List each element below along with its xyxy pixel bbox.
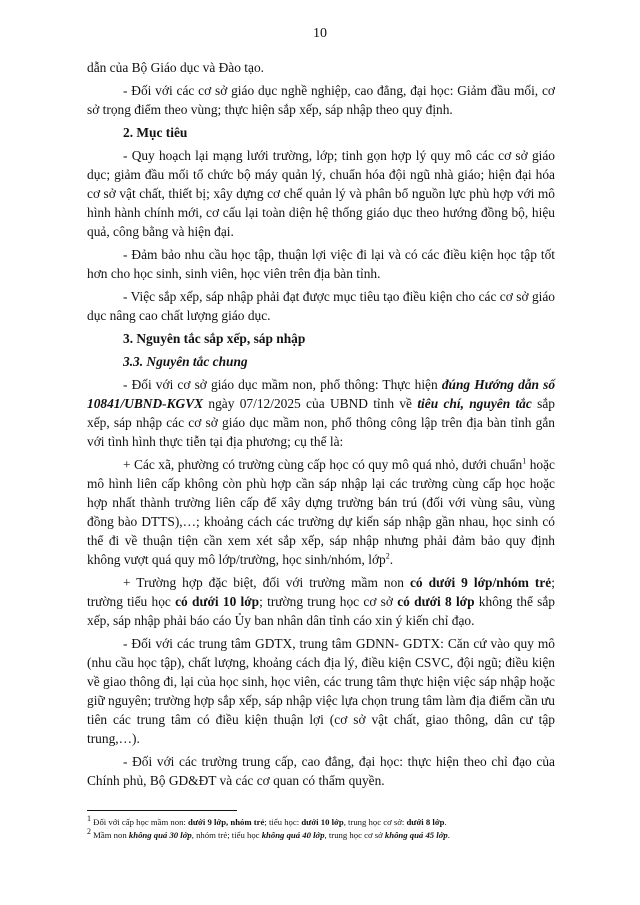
text-run: , nhóm trẻ; tiểu học xyxy=(191,830,262,840)
footnote-emphasis: không quá 40 lớp xyxy=(261,830,325,840)
paragraph-higher-education: - Đối với các trường trung cấp, cao đẳng, đại học: thực hiện theo chỉ đạo của Chính phủ, Bộ GD&ĐT và các cơ quan có thẩm quyền. xyxy=(87,754,555,788)
footnote-emphasis: dưới 8 lớp xyxy=(406,817,445,827)
text-run: Mầm non xyxy=(91,830,129,840)
footnote-emphasis: dưới 10 lớp xyxy=(301,817,344,827)
footnote-2 xyxy=(87,829,557,842)
footnotes xyxy=(87,816,557,842)
footnote-separator xyxy=(87,810,237,811)
primary-threshold: có dưới 10 lớp xyxy=(175,594,260,609)
paragraph-planning: - Quy hoạch lại mạng lưới trường, lớp; tinh gọn hợp lý quy mô các cơ sở giáo dục; giảm đầu mối tổ chức bộ máy quản lý, chuẩn hóa đội ngũ nhà giáo; hiện đại hóa cơ sở vật chất, thiết bị; xây dựng cơ chế quản lý và phân bổ nguồn lực phù hợp với mô hình hành chính mới, cơ cấu lại toàn diện hệ thống giáo dục theo hướng đồng bộ, hiệu quả, công bằng và hiện đại. xyxy=(87,148,555,239)
paragraph-small-schools xyxy=(87,455,555,569)
text-run: ; tiểu học: xyxy=(264,817,302,827)
footnote-1 xyxy=(87,816,557,829)
footnote-ref-2[interactable]: 2 xyxy=(385,551,390,561)
paragraph-learning-needs: - Đảm bảo nhu cầu học tập, thuận lợi việc đi lại và có các điều kiện học tập tốt hơn cho học sinh, sinh viên, học viên trên địa bàn tỉnh. xyxy=(87,247,555,281)
text-run: + Trường hợp đặc biệt, đối với trường mầm non xyxy=(123,575,410,590)
text-run: . xyxy=(389,552,394,567)
text-run: sắp xếp, sáp nhập các cơ sở giáo dục mầm non, phổ thông công lập trên địa bàn tỉnh gắn với tình hình thực tiễn tại địa phương; cụ thể là: xyxy=(87,396,555,449)
footnote-emphasis: không quá 45 lớp xyxy=(384,830,448,840)
paragraph-quality-goal: - Việc sắp xếp, sáp nhập phải đạt được mục tiêu tạo điều kiện cho các cơ sở giáo dục nâng cao chất lượng giáo dục. xyxy=(87,289,555,323)
text-run: , trung học cơ sở: xyxy=(343,817,407,827)
heading-objectives: 2. Mục tiêu xyxy=(123,125,188,140)
heading-general-principles: 3.3. Nguyên tắc chung xyxy=(123,354,248,369)
text-run: Đối với cấp học mầm non: xyxy=(91,817,189,827)
text-run: ; trường tiểu học xyxy=(87,575,555,609)
text-run: + Các xã, phường có trường cùng cấp học có quy mô quá nhỏ, dưới chuẩn xyxy=(123,457,523,472)
text-run: - Đối với cơ sở giáo dục mầm non, phổ thông: Thực hiện xyxy=(123,377,442,392)
text-run: ngày 07/12/2025 của UBND tỉnh về xyxy=(203,396,418,411)
footnote-emphasis: không quá 30 lớp xyxy=(128,830,192,840)
secondary-threshold: có dưới 8 lớp xyxy=(397,594,475,609)
criteria-emphasis: tiêu chí, nguyên tắc xyxy=(417,396,532,411)
text-run: . xyxy=(444,817,447,827)
text-run: ; trường trung học cơ sở xyxy=(259,594,398,609)
preschool-threshold: có dưới 9 lớp/nhóm trẻ xyxy=(409,575,552,590)
text-run: , trung học cơ sở xyxy=(324,830,385,840)
text-run: hoặc mô hình liên cấp không còn phù hợp cần sáp nhập lại các trường cùng cấp học hoặc hợp nhất thành trường liên cấp để xây dựng trường bán trú (đối với vùng sâu, vùng đồng bào DTTS),…; khoảng cách các trường dự kiến sáp nhập gần nhau, học sinh có thể đi về thuận tiện cần xem xét sắp xếp, sáp nhập nhưng phải đảm bảo quy định không vượt quá quy mô lớp/trường, học sinh/nhóm, lớp xyxy=(87,457,555,567)
document-body xyxy=(87,58,555,794)
guideline-reference: đúng Hướng dẫn số 10841/UBND-KGVX xyxy=(87,377,556,411)
paragraph-vocational: - Đối với các cơ sở giáo dục nghề nghiệp, cao đẳng, đại học: Giảm đầu mối, cơ sở trọng điểm theo vùng; thực hiện sắp xếp, sáp nhập theo quy định. xyxy=(87,83,555,117)
paragraph-centers: - Đối với các trung tâm GDTX, trung tâm GDNN- GDTX: Căn cứ vào quy mô (nhu cầu học tập), chất lượng, khoảng cách địa lý, điều kiện CSVC, đội ngũ; điều kiện về giao thông đi, lại của học sinh, học viên, các trung tâm thực hiện việc sáp nhập hoặc giữ nguyên; trường hợp sắp xếp, sáp nhập việc lựa chọn trung tâm làm địa điểm cần ưu tiên các trung tâm có điều kiện thuận lợi (cơ sở vật chất, giao thông, dân cư tập trung,…). xyxy=(87,636,555,746)
text-run: không thể sắp xếp, sáp nhập phải báo cáo Ủy ban nhân dân tỉnh cáo xin ý kiến chỉ đạo. xyxy=(87,594,556,628)
footnote-1-number: 1 xyxy=(87,814,91,824)
footnote-2-number: 2 xyxy=(87,827,91,837)
paragraph-preschool xyxy=(87,375,555,451)
paragraph-special-case xyxy=(87,573,555,630)
paragraph-continuation: dẫn của Bộ Giáo dục và Đào tạo. xyxy=(87,60,264,75)
page-number: 10 xyxy=(313,26,327,41)
text-run: . xyxy=(447,830,450,840)
footnote-ref-1[interactable]: 1 xyxy=(522,456,527,466)
heading-principles: 3. Nguyên tắc sắp xếp, sáp nhập xyxy=(123,331,306,346)
footnote-emphasis: dưới 9 lớp, nhóm trẻ xyxy=(188,817,265,827)
